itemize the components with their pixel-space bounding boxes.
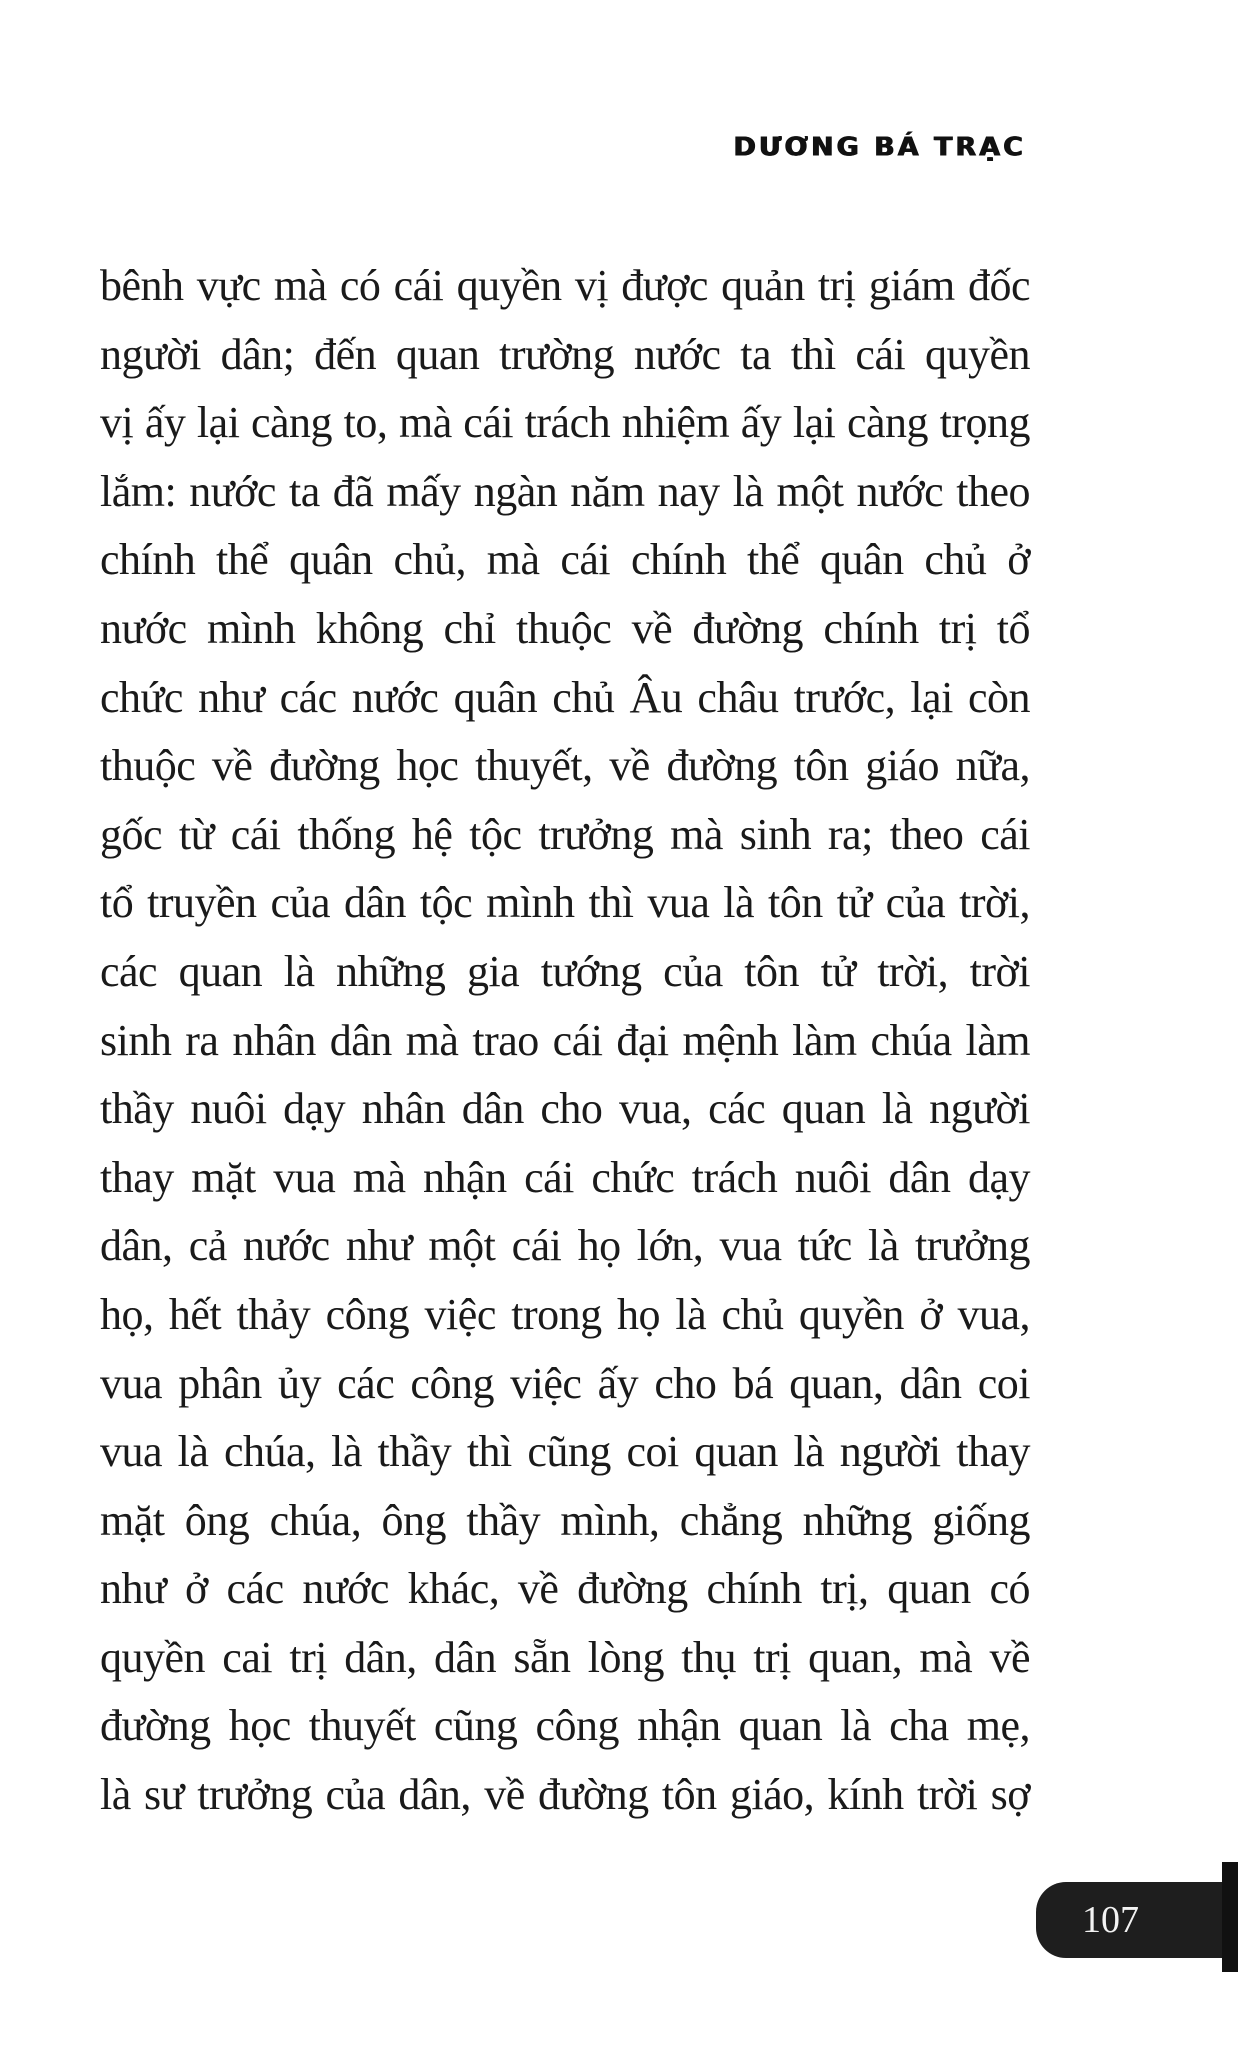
text-line: quyền cai trị dân, dân sẵn lòng thụ trị quan, mà về (100, 1632, 1030, 1682)
text-line: thay mặt vua mà nhận cái chức trách nuôi dân dạy (100, 1152, 1030, 1202)
text-line: đường học thuyết cũng công nhận quan là cha mẹ, (100, 1701, 1030, 1751)
text-line: lắm: nước ta đã mấy ngàn năm nay là một nước theo (100, 466, 1030, 516)
page-edge (1222, 1862, 1238, 1972)
text-line: người dân; đến quan trường nước ta thì cái quyền (100, 329, 1030, 379)
text-line: các quan là những gia tướng của tôn tử trời, trời (100, 946, 1030, 996)
text-line: gốc từ cái thống hệ tộc trưởng mà sinh ra; theo cái (100, 809, 1030, 859)
text-line: sinh ra nhân dân mà trao cái đại mệnh làm chúa làm (100, 1015, 1030, 1065)
text-line: vị ấy lại càng to, mà cái trách nhiệm ấy lại càng trọng (100, 398, 1030, 448)
text-line: họ, hết thảy công việc trong họ là chủ quyền ở vua, (100, 1289, 1030, 1339)
text-line: là sư trưởng của dân, về đường tôn giáo, kính trời sợ (100, 1770, 1030, 1820)
text-line: vua phân ủy các công việc ấy cho bá quan, dân coi (100, 1358, 1030, 1408)
text-line: chức như các nước quân chủ Âu châu trước, lại còn (100, 672, 1030, 722)
text-line: mặt ông chúa, ông thầy mình, chẳng những giống (100, 1495, 1030, 1545)
text-line: dân, cả nước như một cái họ lớn, vua tức là trưởng (100, 1221, 1030, 1271)
text-line: bênh vực mà có cái quyền vị được quản trị giám đốc (100, 261, 1030, 310)
text-line: chính thể quân chủ, mà cái chính thể quân chủ ở (100, 535, 1030, 585)
page-number: 107 (1082, 1899, 1139, 1941)
body-text (100, 252, 1030, 1830)
text-line: như ở các nước khác, về đường chính trị, quan có (100, 1564, 1030, 1614)
text-line: thầy nuôi dạy nhân dân cho vua, các quan là người (100, 1084, 1030, 1134)
text-line: vua là chúa, là thầy thì cũng coi quan là người thay (100, 1427, 1030, 1477)
text-line: thuộc về đường học thuyết, về đường tôn giáo nữa, (100, 741, 1030, 791)
running-head-author: DƯƠNG BÁ TRẠC (733, 132, 1026, 163)
text-line: tổ truyền của dân tộc mình thì vua là tôn tử của trời, (100, 878, 1030, 928)
text-line: nước mình không chỉ thuộc về đường chính trị tổ (100, 603, 1030, 653)
